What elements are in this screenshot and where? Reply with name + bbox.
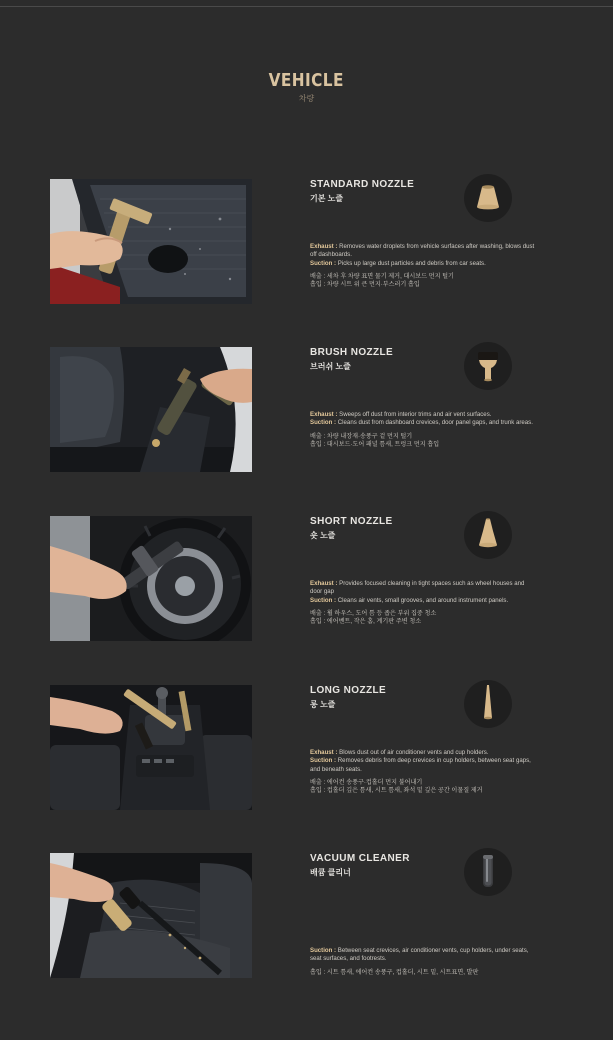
korean-exhaust-text: 배출 : 에어컨 송풍구·컵홀더 먼지 불어내기 [310,778,423,786]
page-subtitle: 차량 [298,94,315,103]
product-name-ko: 배큠 클리너 [310,868,351,877]
brush-nozzle-icon [464,342,512,390]
korean-suction-text: 흡입 : 에어벤트, 작은 홈, 계기판 주변 청소 [310,618,422,626]
short-nozzle-photo [50,516,252,641]
suction-label: Suction : [310,259,337,267]
suction-description [310,419,535,427]
exhaust-text: Provides focused cleaning in tight spaces such as wheel houses and door gap [310,580,525,596]
product-name-ko: 기본 노즐 [310,194,344,203]
standard-nozzle-icon [464,174,512,222]
brush-nozzle-photo [50,347,252,472]
product-name-ko: 숏 노즐 [310,531,336,540]
korean-suction-text: 흡입 : 컵홀더 깊은 틈새, 시트 틈새, 좌석 밑 깊은 공간 이물질 제거 [310,787,483,795]
suction-label: Suction : [310,757,337,765]
product-description [310,749,535,795]
korean-description [310,433,535,450]
suction-text: Removes debris from deep crevices in cup holders, between seat gaps, and beneath seats. [310,757,531,773]
korean-exhaust-text: 배출 : 세차 후 차량 표면 물기 제거, 대시보드 먼지 털기 [310,272,454,280]
korean-suction-text: 흡입 : 대시보드·도어 패널 틈새, 트렁크 먼지 흡입 [310,440,440,448]
suction-text: Picks up large dust particles and debris from car seats. [337,259,486,267]
product-name: STANDARD NOZZLE [310,179,415,190]
korean-exhaust-text: 배출 : 차량 내장재·송풍구 겉 먼지 털기 [310,432,413,440]
exhaust-label: Exhaust : [310,749,338,756]
product-description [310,947,535,977]
korean-suction-text: 흡입 : 차량 시트 위 큰 먼지·부스러기 흡입 [310,281,420,289]
page-title: VEHICLE [268,70,345,91]
top-divider [0,6,613,7]
korean-description [310,779,535,796]
long-nozzle-photo [50,685,252,810]
suction-label: Suction : [310,596,337,604]
exhaust-label: Exhaust : [310,411,338,418]
exhaust-label: Exhaust : [310,243,338,250]
suction-text: Cleans air vents, small grooves, and around instrument panels. [337,596,509,604]
product-item-brush-nozzle [0,347,613,473]
short-nozzle-icon [464,511,512,559]
exhaust-description [310,243,535,260]
product-item-vacuum-cleaner [0,853,613,979]
suction-description [310,260,535,268]
korean-description [310,610,535,627]
product-name-ko: 브러쉬 노즐 [310,362,351,371]
product-name: SHORT NOZZLE [310,516,393,527]
section-header [0,70,613,104]
product-description [310,580,535,626]
suction-description [310,597,535,605]
exhaust-text: Blows dust out of air conditioner vents and cup holders. [339,749,489,756]
product-name-ko: 롱 노즐 [310,700,336,709]
exhaust-description [310,749,535,757]
product-name: VACUUM CLEANER [310,853,410,864]
exhaust-text: Removes water droplets from vehicle surfaces after washing, blows dust off dashboards. [310,243,535,259]
suction-description [310,947,535,964]
product-name: LONG NOZZLE [310,685,387,696]
product-item-short-nozzle [0,516,613,642]
product-name: BRUSH NOZZLE [310,347,394,358]
suction-text: Between seat crevices, air conditioner vents, cup holders, under seats, seat surfaces, and footrests. [310,947,529,963]
product-item-standard-nozzle [0,179,613,305]
exhaust-text: Sweeps off dust from interior trims and air vent surfaces. [339,411,492,418]
exhaust-description [310,411,535,419]
long-nozzle-icon [464,680,512,728]
vacuum-cleaner-photo [50,853,252,978]
standard-nozzle-photo [50,179,252,304]
suction-description [310,757,535,774]
product-item-long-nozzle [0,685,613,811]
vacuum-cleaner-icon [464,848,512,896]
exhaust-description [310,580,535,597]
product-description [310,411,535,449]
exhaust-label: Exhaust : [310,580,338,587]
suction-label: Suction : [310,947,337,954]
korean-suction-text: 흡입 : 시트 틈새, 에어컨 송풍구, 컵홀더, 시트 밑, 시트표면, 발판 [310,968,479,976]
suction-text: Cleans dust from dashboard crevices, door panel gaps, and trunk areas. [337,419,533,427]
korean-description [310,969,535,977]
product-description [310,243,535,289]
korean-description [310,273,535,290]
korean-exhaust-text: 배출 : 휠 하우스, 도어 틈 등 좁은 부위 집중 청소 [310,609,437,617]
suction-label: Suction : [310,419,337,427]
